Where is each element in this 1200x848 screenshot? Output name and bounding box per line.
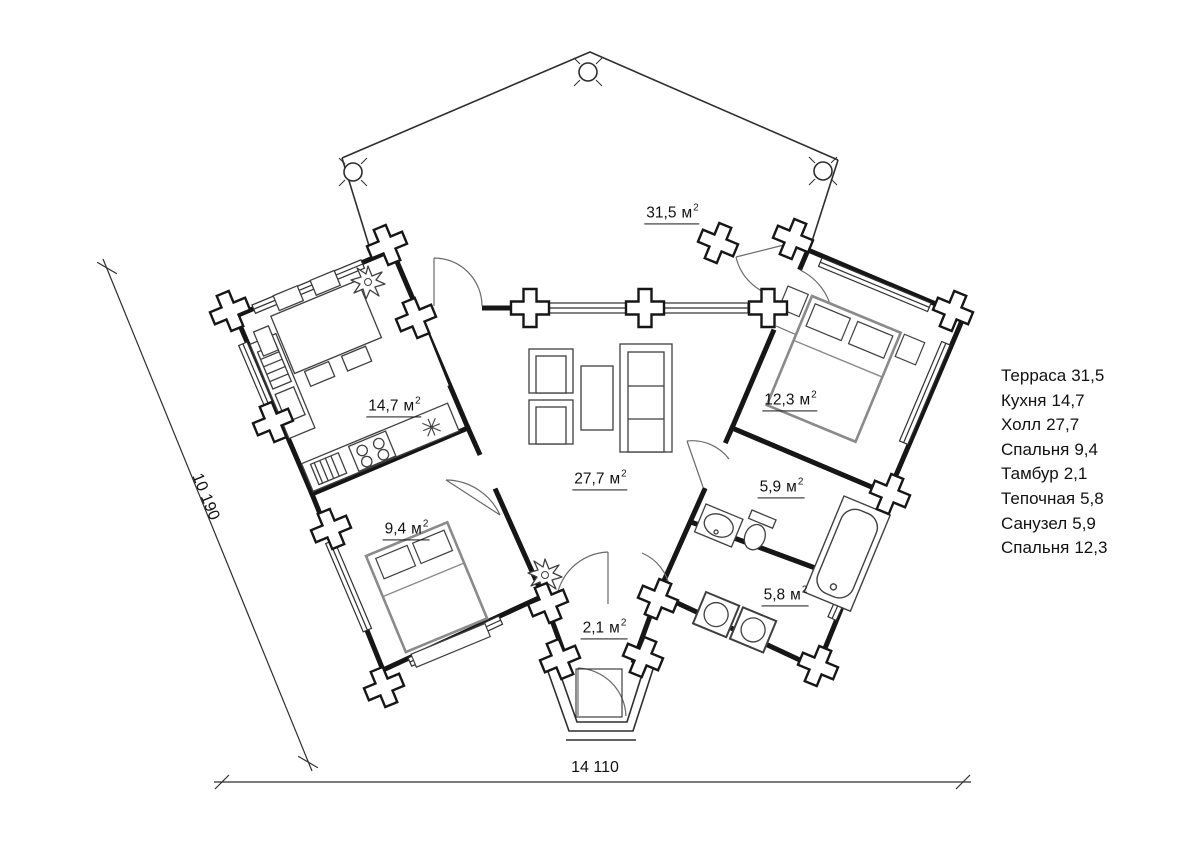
hall-furniture [529,344,672,452]
room-label-boiler-room [762,585,809,606]
terrace-posts [339,58,837,186]
room-label-kitchen [366,396,421,417]
room-area: 14,7 [368,397,399,415]
unit: м [790,586,801,604]
room-label-bedroom-left [383,519,430,540]
post-icon [339,158,367,186]
room-legend [1001,364,1107,561]
unit-sup: 2 [797,476,804,488]
unit: м [609,470,621,488]
room-area: 9,4 [384,520,407,538]
legend-item [1001,462,1107,487]
legend-item [1001,536,1107,561]
legend-item [1001,364,1107,389]
dimension-left: 10 190 [188,470,223,523]
unit-sup: 2 [811,389,817,401]
room-area: 5,9 [759,478,782,496]
unit: м [403,397,415,415]
room-label-bathroom [758,477,805,498]
dimension-bottom: 14 110 [571,759,619,776]
unit-sup: 2 [621,468,627,480]
legend-item [1001,413,1107,438]
unit: м [799,391,811,409]
legend-room-name: Тамбур [1001,464,1059,484]
post-icon [809,157,837,185]
legend-room-area: 14,7 [1051,390,1085,410]
room-label-hall [572,469,627,490]
unit-sup: 2 [415,395,421,407]
unit-sup: 2 [801,584,808,596]
unit: м [681,204,693,222]
post-icon [574,58,602,86]
terrace-outline [342,52,838,262]
legend-room-area: 27,7 [1046,415,1080,435]
legend-room-name: Кухня [1001,390,1047,410]
unit: м [411,520,422,538]
room-area: 27,7 [574,470,605,488]
room-label-vestibule [581,618,628,639]
room-label-terrace [644,203,699,224]
unit: м [786,478,797,496]
legend-item [1001,389,1107,414]
legend-room-name: Терраса [1001,366,1067,385]
room-label-bedroom-right [762,390,817,411]
legend-room-name: Холл [1001,415,1042,435]
room-area: 5,8 [763,586,786,604]
unit: м [609,619,620,637]
room-area: 2,1 [582,619,605,637]
legend-room-name: Спальня [1001,439,1070,459]
unit-sup: 2 [693,202,699,214]
legend-item [1001,438,1107,463]
legend-room-area: 5,9 [1072,513,1096,533]
room-area: 12,3 [764,391,795,409]
legend-room-area: 2,1 [1063,464,1088,484]
unit-sup: 2 [620,617,627,629]
legend-room-name: Тепочная [1001,488,1076,508]
legend-room-name: Санузел [1001,513,1068,533]
legend-item [1001,487,1107,512]
legend-room-area: 31,5 [1071,366,1105,385]
legend-room-area: 12,3 [1074,538,1108,558]
legend-room-area: 5,8 [1080,488,1104,508]
room-area: 31,5 [646,204,677,222]
legend-room-area: 9,4 [1074,439,1098,459]
legend-room-name: Спальня [1001,538,1070,558]
legend-item [1001,512,1107,537]
unit-sup: 2 [422,518,429,530]
